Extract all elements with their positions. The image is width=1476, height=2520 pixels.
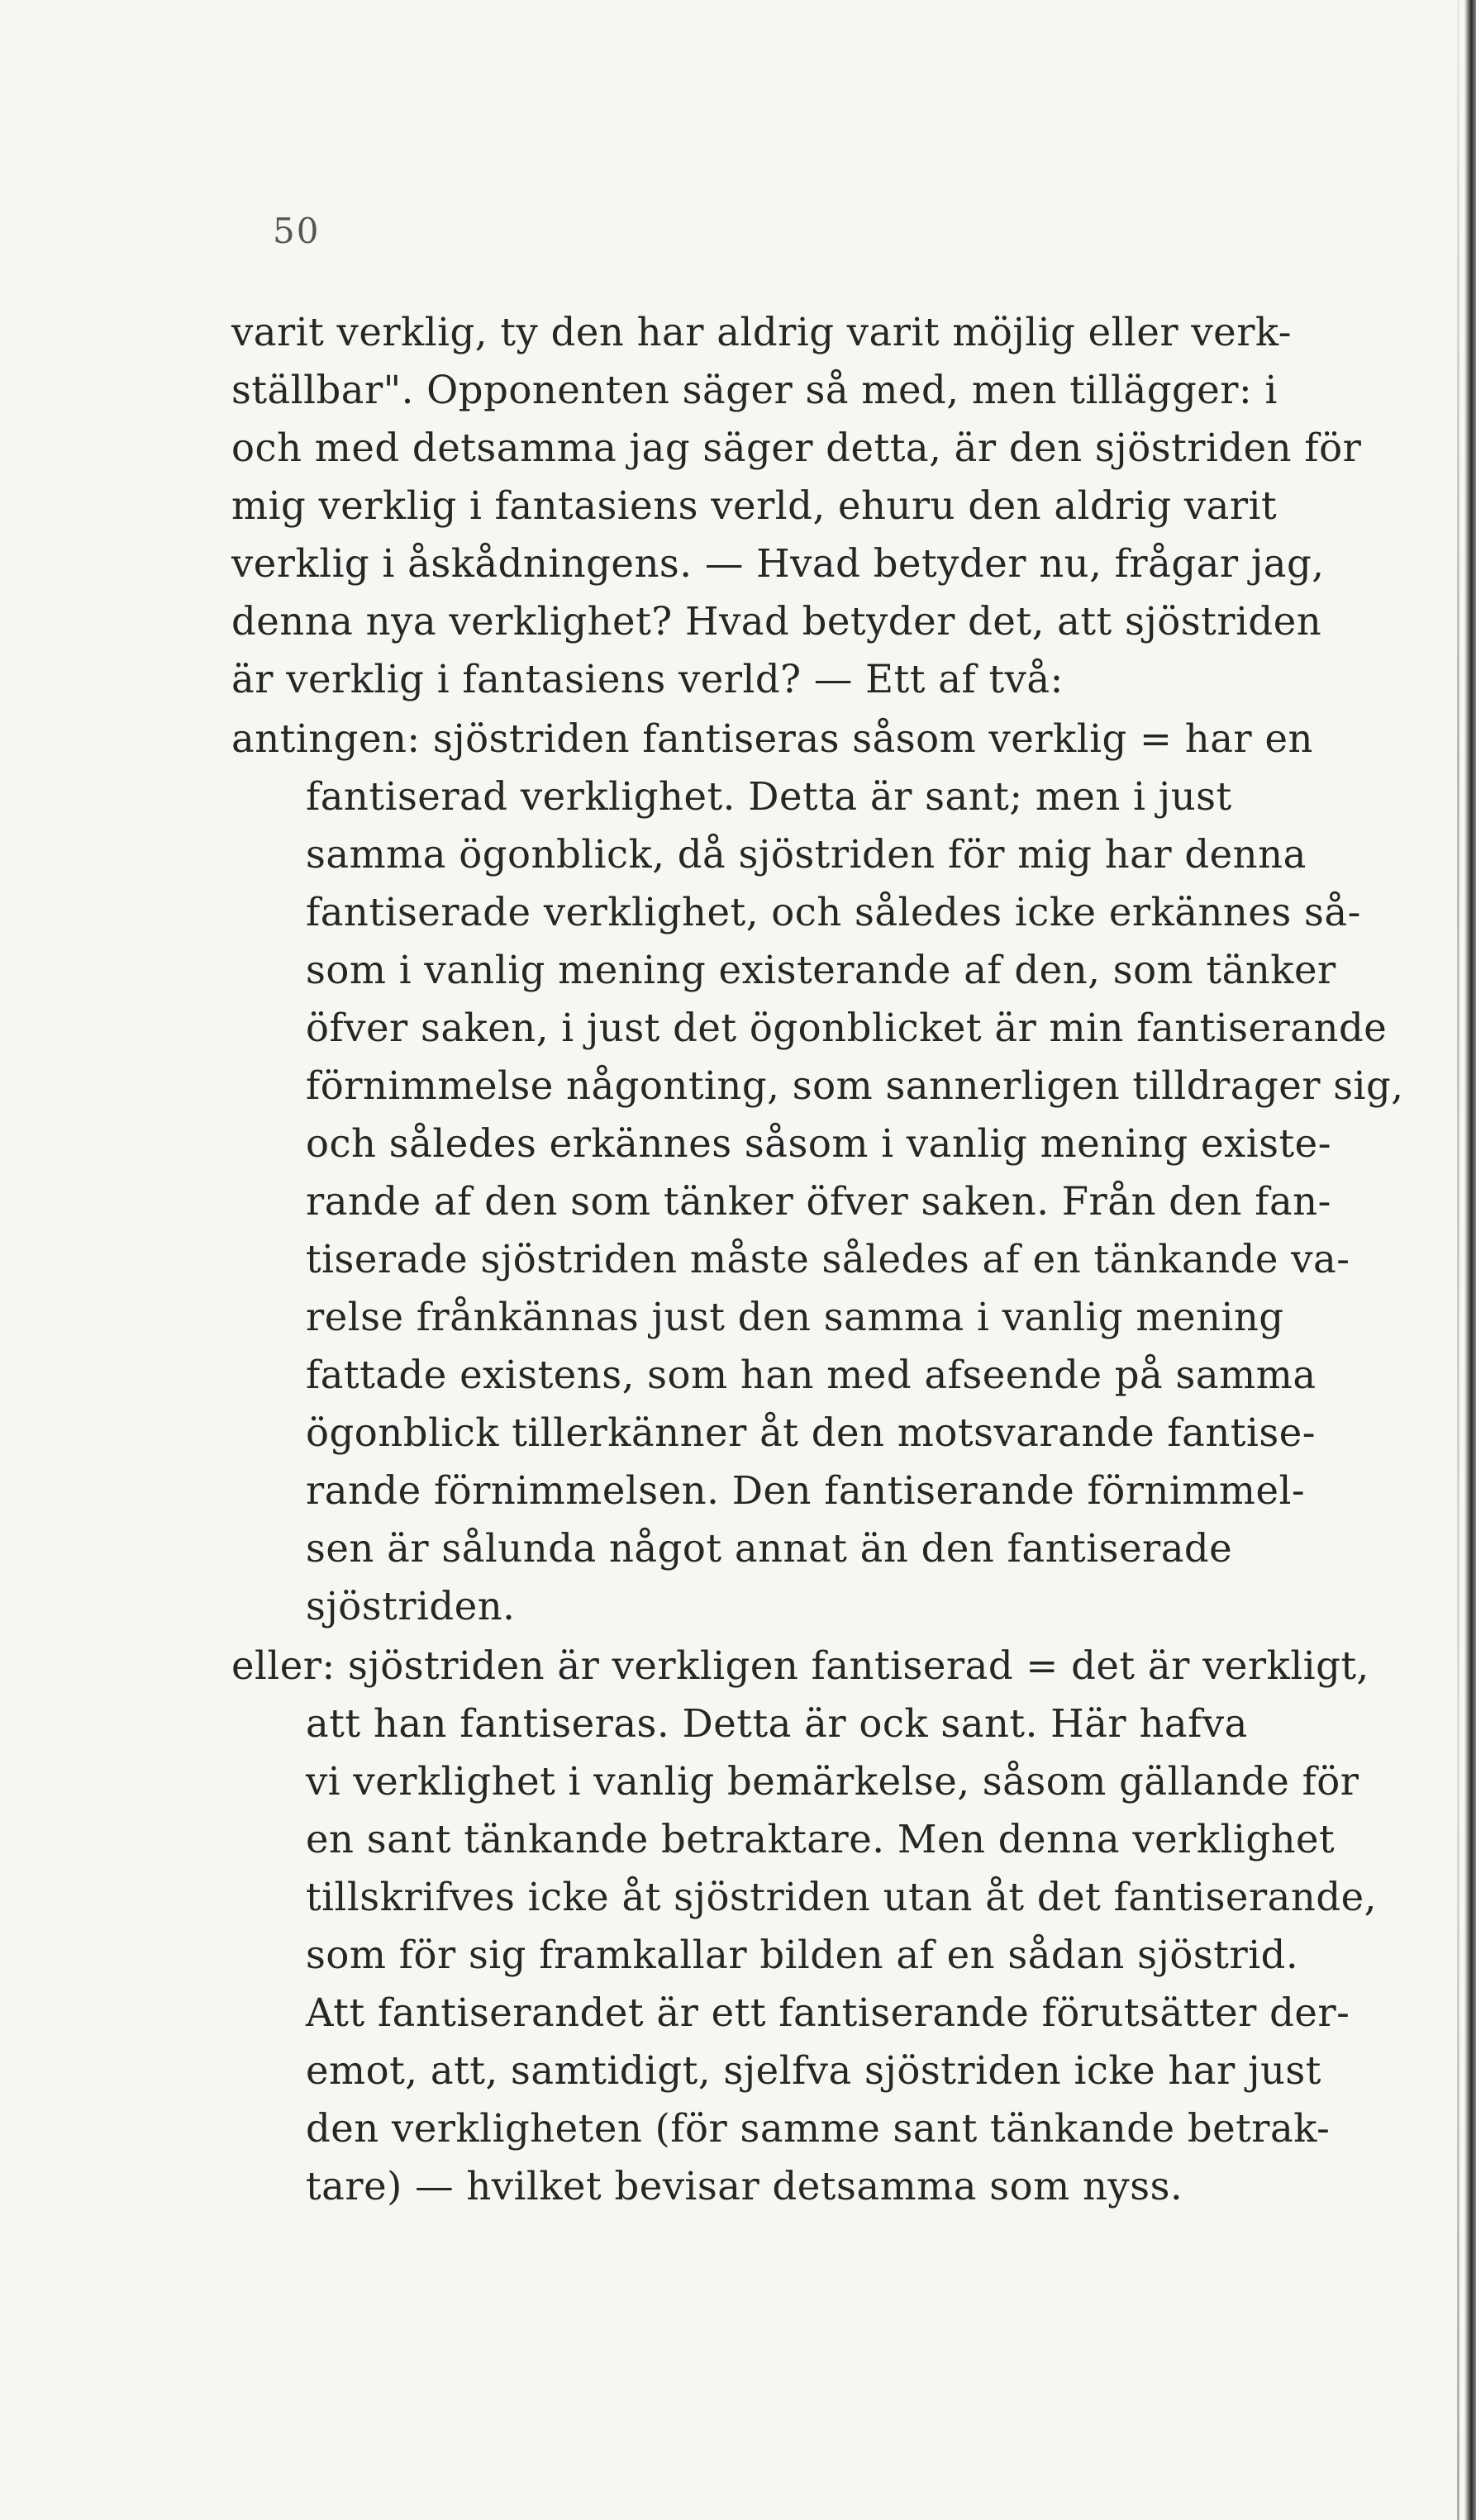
text-line: den verkligheten (för samme sant tänkande betrak- (306, 2106, 1331, 2151)
page-gutter-shadow (1457, 0, 1459, 2520)
text-line: relse frånkännas just den samma i vanlig mening (306, 1295, 1284, 1339)
text-line: en sant tänkande betraktare. Men denna verklighet (306, 1817, 1336, 1861)
text-line: emot, att, samtidigt, sjelfva sjöstriden icke har just (306, 2048, 1321, 2093)
text-line: sjöstriden. (306, 1584, 516, 1628)
text-line: mig verklig i fantasiens verld, ehuru den aldrig varit (231, 483, 1278, 528)
page-edge (1464, 0, 1476, 2520)
text-line: verklig i åskådningens. — Hvad betyder nu, frågar jag, (231, 541, 1325, 586)
text-line: att han fantiseras. Detta är ock sant. Här hafva (306, 1701, 1248, 1746)
text-line: ögonblick tillerkänner åt den motsvarande fantise- (306, 1410, 1316, 1455)
text-line: förnimmelse någonting, som sannerligen tilldrager sig, (306, 1063, 1404, 1108)
text-line: antingen: sjöstriden fantiseras såsom verklig = har en (231, 716, 1313, 761)
text-line: fattade existens, som han med afseende på samma (306, 1353, 1316, 1397)
text-line: Att fantiserandet är ett fantiserande förutsätter der- (306, 1990, 1350, 2035)
text-line: tillskrifves icke åt sjöstriden utan åt det fantiserande, (306, 1875, 1377, 1919)
text-line: denna nya verklighet? Hvad betyder det, att sjöstriden (231, 599, 1322, 644)
text-line: fantiserad verklighet. Detta är sant; men i just (306, 774, 1232, 819)
text-line: öfver saken, i just det ögonblicket är min fantiserande (306, 1006, 1388, 1050)
page-number: 50 (273, 211, 321, 251)
text-line: rande förnimmelsen. Den fantiserande förnimmel- (306, 1468, 1306, 1513)
text-line: och således erkännes såsom i vanlig mening existe- (306, 1121, 1331, 1166)
text-line: vi verklighet i vanlig bemärkelse, såsom gällande för (306, 1759, 1359, 1804)
text-line: sen är sålunda något annat än den fantiserade (306, 1526, 1233, 1571)
text-line: samma ögonblick, då sjöstriden för mig har denna (306, 832, 1307, 877)
text-line: varit verklig, ty den har aldrig varit möjlig eller verk- (231, 310, 1293, 354)
text-line: fantiserade verklighet, och således icke erkännes så- (306, 890, 1361, 934)
text-line: som för sig framkallar bilden af en sådan sjöstrid. (306, 1933, 1299, 1977)
text-line: är verklig i fantasiens verld? — Ett af två: (231, 657, 1064, 701)
text-line: som i vanlig mening existerande af den, som tänker (306, 948, 1336, 992)
text-line: rande af den som tänker öfver saken. Från den fan- (306, 1179, 1331, 1224)
text-line: tare) — hvilket bevisar detsamma som nyss. (306, 2164, 1183, 2209)
text-line: ställbar". Opponenten säger så med, men tillägger: i (231, 368, 1278, 412)
text-line: eller: sjöstriden är verkligen fantiserad = det är verkligt, (231, 1643, 1369, 1688)
text-line: och med detsamma jag säger detta, är den sjöstriden för (231, 426, 1362, 470)
text-line: tiserade sjöstriden måste således af en tänkande va- (306, 1237, 1350, 1281)
